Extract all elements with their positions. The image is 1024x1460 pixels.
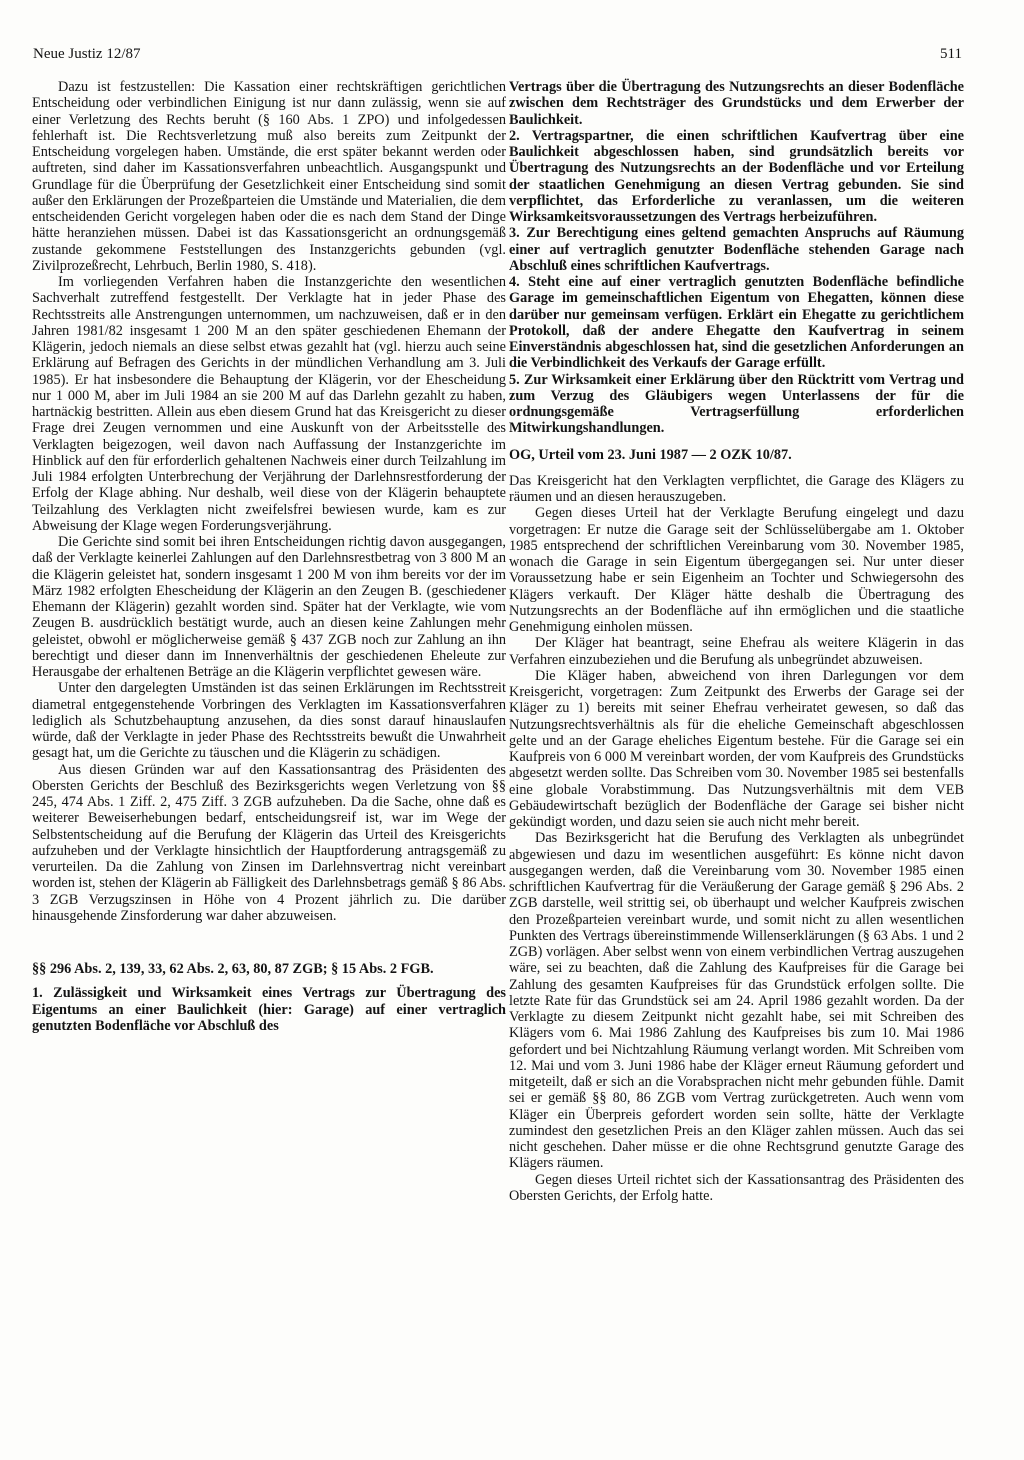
headnote-1-start: 1. Zulässigkeit und Wirksamkeit eines Vertrags zur Übertragung des Eigentums an einer Baulichkeit (hier: Garage) auf einer vertraglich genutzten Bodenfläche vor Abschluß des	[32, 985, 506, 1034]
headnote-2: 2. Vertragspartner, die einen schriftlichen Kaufvertrag über eine Baulichkeit abgeschlossen haben, sind grundsätzlich bereits vor Übertragung des Nutzungsrechts an der Bodenfläche und vor Erteilung der staatlichen Genehmigung an diesen Vertrag gebunden. Sie sind verpflichtet, das Erforderliche zu veranlassen, um die weiteren Wirksamkeitsvoraussetzungen des Vertrags herbeizuführen.	[509, 127, 964, 225]
body-paragraph: Die Kläger haben, abweichend von ihren Darlegungen vor dem Kreisgericht, vorgetragen: Zum Zeitpunkt des Erwerbs der Garage sei der Kläger zu 1) bereits mit seiner Ehefrau verheiratet gewesen, so daß das Nutzungsrechtsverhältnis als für die eheliche Gemeinschaft abgeschlossen gelte und an der Garage eheliches Eigentum bestehe. Für die Garage sei ein Kaufpreis von 6 000 M vereinbart worden, der vom Kaufpreis des Grundstücks abgesetzt werden sollte. Das Schreiben vom 30. November 1985 sei bestenfalls eine globale Vorabstimmung. Das Nutzungsverhältnis mit dem VEB Gebäudewirtschaft bezüglich der Bodenfläche der Garage sei bisher nicht gekündigt worden, und dazu seien sie auch nicht mehr bereit.	[509, 667, 964, 830]
body-paragraph: Im vorliegenden Verfahren haben die Instanzgerichte den wesentlichen Sachverhalt zutreffend festgestellt. Der Verklagte hat in jeder Phase des Rechtsstreits alle Anstrengungen unternommen, um nachzuweisen, daß er in den Jahren 1981/82 insgesamt 1 200 M an den später geschiedenen Ehemann der Klägerin, jedoch niemals an diese selbst etwas gezahlt hat (vgl. hierzu auch seine Erklärung auf Befragen des Gerichts in der mündlichen Verhandlung am 3. Juli 1985). Er hat insbesondere die Behauptung der Klägerin, vor der Ehescheidung nur 1 000 M, aber im Juli 1984 an sie 200 M auf das Darlehn gezahlt zu haben, hartnäckig bestritten. Allein aus eben diesem Grund hat das Kreisgericht zu dieser Frage drei Zeugen vernommen und eine Auskunft von der Arbeitsstelle des Verklagten beigezogen, weil davon nach Auffassung der Instanzgerichte im Hinblick auf den für erforderlich gehaltenen Nachweis einer durch Teilzahlung im Juli 1984 erfolgten Unterbrechung der Verjährung der Darlehnsrestforderung der Erfolg der Klage abhing. Nur deshalb, weil diese von der Klägerin behauptete Teilzahlung des Verklagten nicht zweifelsfrei bewiesen wurde, kam es zur Abweisung der Klage wegen Forderungsverjährung.	[32, 274, 506, 534]
headnote-1-end: Vertrags über die Übertragung des Nutzungsrechts an dieser Bodenfläche zwischen dem Rechtsträger des Grundstücks und dem Erwerber der Baulichkeit.	[509, 79, 964, 128]
page-number: 511	[940, 46, 962, 62]
body-paragraph: Das Bezirksgericht hat die Berufung des Verklagten als unbegründet abgewiesen und dazu im wesentlichen ausgeführt: Es könne nicht davon ausgegangen werden, daß die Vereinbarung vom 30. November 1985 einen schriftlichen Kaufvertrag für die Veräußerung der Garage gemäß § 296 Abs. 2 ZGB darstelle, weil strittig sei, ob überhaupt und welcher Kaufpreis zwischen den Prozeßparteien vereinbart wurde, und somit nicht zu allen wesentlichen Punkten des Vertrags übereinstimmende Willenserklärungen (§ 63 Abs. 1 und 2 ZGB) vorlägen. Aber selbst wenn von einem verbindlichen Vertrag auszugehen wäre, sei zu beachten, daß die Zahlung des Kaufpreises für die Garage bei Zahlung des gesamten Kaufpreises für das Grundstück erfolgen sollte. Die letzte Rate für das Grundstück sei am 24. April 1986 gezahlt worden. Da der Verklagte zu diesem Zeitpunkt nicht gezahlt habe, sei mit Schreiben des Klägers vom 6. Mai 1986 Zahlung des Kaufpreises bis zum 10. Mai 1986 gefordert und bei Nichtzahlung Räumung verlangt worden. Mit Schreiben vom 12. Mai und vom 3. Juni 1986 habe der Kläger erneut Räumung gefordert und mitgeteilt, daß er sich an die Vorabsprachen nicht mehr gebunden fühle. Damit sei er gemäß §§ 80, 86 ZGB vom Vertrag zurückgetreten. Auch wenn vom Kläger ein Überpreis gefordert worden sein sollte, hätte der Verklagte zumindest den gesetzlichen Preis an den Kläger zahlen müssen. Auch das sei nicht geschehen. Daher müsse er die ohne Rechtsgrund genutzte Garage des Klägers räumen.	[509, 830, 964, 1172]
body-paragraph: Aus diesen Gründen war auf den Kassationsantrag des Präsidenten des Obersten Gerichts der Beschluß des Bezirksgerichts wegen Verletzung von §§ 245, 474 Abs. 1 Ziff. 2, 475 Ziff. 3 ZGB aufzuheben. Da die Sache, ohne daß es weiterer Beweiserhebungen bedarf, entscheidungsreif ist, war im Wege der Selbstentscheidung auf die Berufung der Klägerin das Urteil des Kreisgerichts aufzuheben und der Verklagte hinsichtlich der Hauptforderung antragsgemäß zu verurteilen. Da die Zahlung von Zinsen im Darlehnsvertrag nicht vereinbart worden ist, stehen der Klägerin ab Fälligkeit des Darlehnsbetrags gemäß § 86 Abs. 3 ZGB Verzugszinsen in Höhe von 4 Prozent jährlich zu. Die darüber hinausgehende Zinsforderung war daher abzuweisen.	[32, 761, 506, 924]
statute-heading: §§ 296 Abs. 2, 139, 33, 62 Abs. 2, 63, 80, 87 ZGB; § 15 Abs. 2 FGB.	[32, 961, 434, 977]
headnote-4: 4. Steht eine auf einer vertraglich genutzten Bodenfläche befindliche Garage im gemeinschaftlichen Eigentum von Ehegatten, können diese darüber nur gemeinsam verfügen. Erklärt ein Ehegatte zu gerichtlichem Protokoll, daß der andere Ehegatte den Kaufvertrag in seinem Einverständnis abgeschlossen hat, sind die gesetzlichen Anforderungen an die Verbindlichkeit des Verkaufs der Garage erfüllt.	[509, 274, 964, 372]
body-paragraph: Dazu ist festzustellen: Die Kassation einer rechtskräftigen gerichtlichen Entscheidung oder verbindlichen Einigung ist nur dann zulässig, wenn sie auf einer Verletzung des Rechts beruht (§ 160 Abs. 1 ZPO) und infolgedessen fehlerhaft ist. Die Rechtsverletzung muß also bereits zum Zeitpunkt der Entscheidung vorgelegen haben. Umstände, die erst später bekannt werden oder auftreten, sind daher im Kassationsverfahren unbeachtlich. Ausgangspunkt und Grundlage für die Überprüfung der Gesetzlichkeit einer Entscheidung sind somit außer den Erklärungen der Prozeßparteien die Umstände und Materialien, die dem entscheidenden Gericht vorgelegen haben oder die es nach dem Stand der Dinge hätte heranziehen müssen. Dabei ist das Kassationsgericht an ordnungsgemäß zustande gekommene Feststellungen des Instanzgerichts gebunden (vgl. Zivilprozeßrecht, Lehrbuch, Berlin 1980, S. 418).	[32, 79, 506, 274]
body-paragraph: Der Kläger hat beantragt, seine Ehefrau als weitere Klägerin in das Verfahren einzubeziehen und die Berufung als unbegründet abzuweisen.	[509, 635, 964, 668]
left-column	[32, 79, 506, 1034]
page-header	[33, 44, 962, 66]
body-paragraph: Die Gerichte sind somit bei ihren Entscheidungen richtig davon ausgegangen, daß der Verklagte keinerlei Zahlungen auf den Darlehnsrestbetrag von 3 800 M an die Klägerin geleistet hat, sondern insgesamt 1 200 M von ihm bereits vor der im März 1982 erfolgten Ehescheidung der Klägerin an den Zeugen B. (geschiedener Ehemann der Klägerin) gezahlt worden sind. Später hat der Verklagte, wie vom Zeugen B. ausdrücklich bestätigt wurde, auch an diesen keine Zahlungen mehr geleistet, obwohl er möglicherweise gemäß § 437 ZGB noch zur Zahlung an ihn berechtigt und dieser dann im Innenverhältnis der geschiedenen Eheleute zur Herausgabe der erhaltenen Beträge an die Klägerin verpflichtet gewesen wäre.	[32, 534, 506, 680]
body-paragraph: Gegen dieses Urteil hat der Verklagte Berufung eingelegt und dazu vorgetragen: Er nutze die Garage seit der Schlüsselübergabe am 1. Oktober 1985 entsprechend der schriftlichen Vereinbarung vom 30. November 1985, wonach die Garage in sein Eigentum übergegangen sei. Nur unter dieser Voraussetzung habe er sein Eigenheim an Tochter und Schwiegersohn des Klägers verkauft. Der Kläger hätte deshalb die Übertragung des Nutzungsrechts an der Bodenfläche auf ihn ermöglichen und die staatliche Genehmigung einholen müssen.	[509, 505, 964, 635]
body-paragraph: Das Kreisgericht hat den Verklagten verpflichtet, die Garage des Klägers zu räumen und an diesen herauszugeben.	[509, 472, 964, 505]
headnote-3: 3. Zur Berechtigung eines geltend gemachten Anspruchs auf Räumung einer auf vertraglich genutzter Bodenfläche stehenden Garage nach Abschluß eines schriftlichen Kaufvertrags.	[509, 225, 964, 274]
right-column	[509, 79, 964, 1204]
decision-citation: OG, Urteil vom 23. Juni 1987 — 2 OZK 10/87.	[509, 446, 792, 463]
journal-title: Neue Justiz 12/87	[33, 46, 141, 62]
body-paragraph: Gegen dieses Urteil richtet sich der Kassationsantrag des Präsidenten des Obersten Gerichts, der Erfolg hatte.	[509, 1171, 964, 1204]
body-paragraph: Unter den dargelegten Umständen ist das seinen Erklärungen im Rechtsstreit diametral entgegenstehende Vorbringen des Verklagten im Kassationsverfahren lediglich als Schutzbehauptung anzusehen, da dies sonst darauf hinauslaufen würde, daß der Verklagte in jeder Phase des Rechtsstreits bewußt die Unwahrheit gesagt hat, um die Gerichte zu täuschen und die Klägerin zu schädigen.	[32, 680, 506, 762]
headnote-5: 5. Zur Wirksamkeit einer Erklärung über den Rücktritt vom Vertrag und zum Verzug des Gläubigers wegen Unterlassens der für die ordnungsgemäße Vertragserfüllung erforderlichen Mitwirkungshandlungen.	[509, 371, 964, 437]
